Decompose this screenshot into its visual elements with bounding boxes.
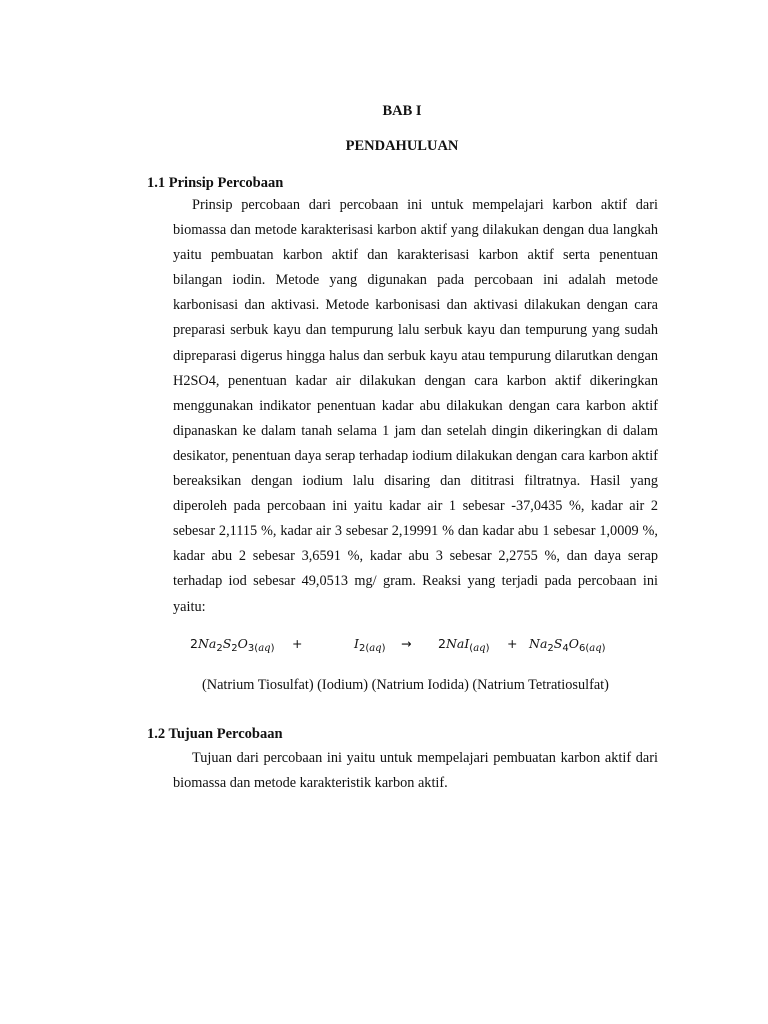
chapter-label: BAB I — [382, 103, 422, 119]
reaction-equation — [0, 636, 768, 656]
plus-sign: + — [292, 636, 303, 651]
plus-sign: + — [507, 636, 518, 651]
section-heading-prinsip: 1.1 Prinsip Percobaan — [147, 175, 284, 191]
reactant-sodium-thiosulfate: $2Na_2S_2O_{3(aq)}$ — [190, 636, 275, 654]
section-paragraph-tujuan: Tujuan dari percobaan ini yaitu untuk mempelajari pembuatan karbon aktif dari biomassa dan metode karakteristik karbon aktif. — [173, 750, 658, 792]
section-paragraph-prinsip: Prinsip percobaan dari percobaan ini untuk mempelajari karbon aktif dari biomassa dan metode karakterisasi karbon aktif yang dilakukan dengan dua langkah yaitu pembuatan karbon aktif dan karakterisasi karbon aktif serta penentuan bilangan iodin. Metode yang digunakan pada percobaan ini adalah metode karbonisasi dan aktivasi. Metode karbonisasi dan aktivasi dilakukan dengan cara preparasi serbuk kayu dan tempurung lalu serbuk kayu dan tempurung yang sudah dipreparasi digerus hingga halus dan serbuk kayu atau tempurung dilarutkan dengan H2SO4, penentuan kadar air dilakukan dengan cara karbon aktif dikeringkan menggunakan indikator penentuan kadar abu dilakukan dengan cara karbon aktif dipanaskan ke dalam tanah selama 1 jam dan setelah dingin dikeringkan di dalam desikator, penentuan daya serap terhadap iodium dilakukan dengan cara karbon aktif bereaksikan dengan iodium lalu disaring dan dititrasi filtratnya. Hasil yang diperoleh pada percobaan ini yaitu kadar air 1 sebesar -37,0435 %, kadar air 2 sebesar 2,1115 %, kadar air 3 sebesar 2,19991 % dan kadar abu 1 sebesar 1,0009 %, kadar abu 2 sebesar 3,6591 %, kadar abu 3 sebesar 2,2755 %, dan daya serap terhadap iod sebesar 49,0513 mg/ gram. Reaksi yang terjadi pada percobaan ini yaitu: — [173, 197, 658, 615]
chapter-title: PENDAHULUAN — [345, 138, 459, 154]
section-heading-tujuan: 1.2 Tujuan Percobaan — [147, 726, 283, 742]
product-sodium-iodide: 2NaI$_{(aq)}$ — [438, 636, 490, 654]
product-sodium-tetrathionate: $Na_2S_4O_{6(aq)}$ — [529, 636, 606, 654]
reaction-species-names: (Natrium Tiosulfat) (Iodium) (Natrium Iodida) (Natrium Tetratiosulfat) — [202, 677, 609, 693]
reaction-arrow-icon: → — [401, 636, 412, 651]
reactant-iodine: $I_{2(aq)}$ — [354, 636, 386, 654]
